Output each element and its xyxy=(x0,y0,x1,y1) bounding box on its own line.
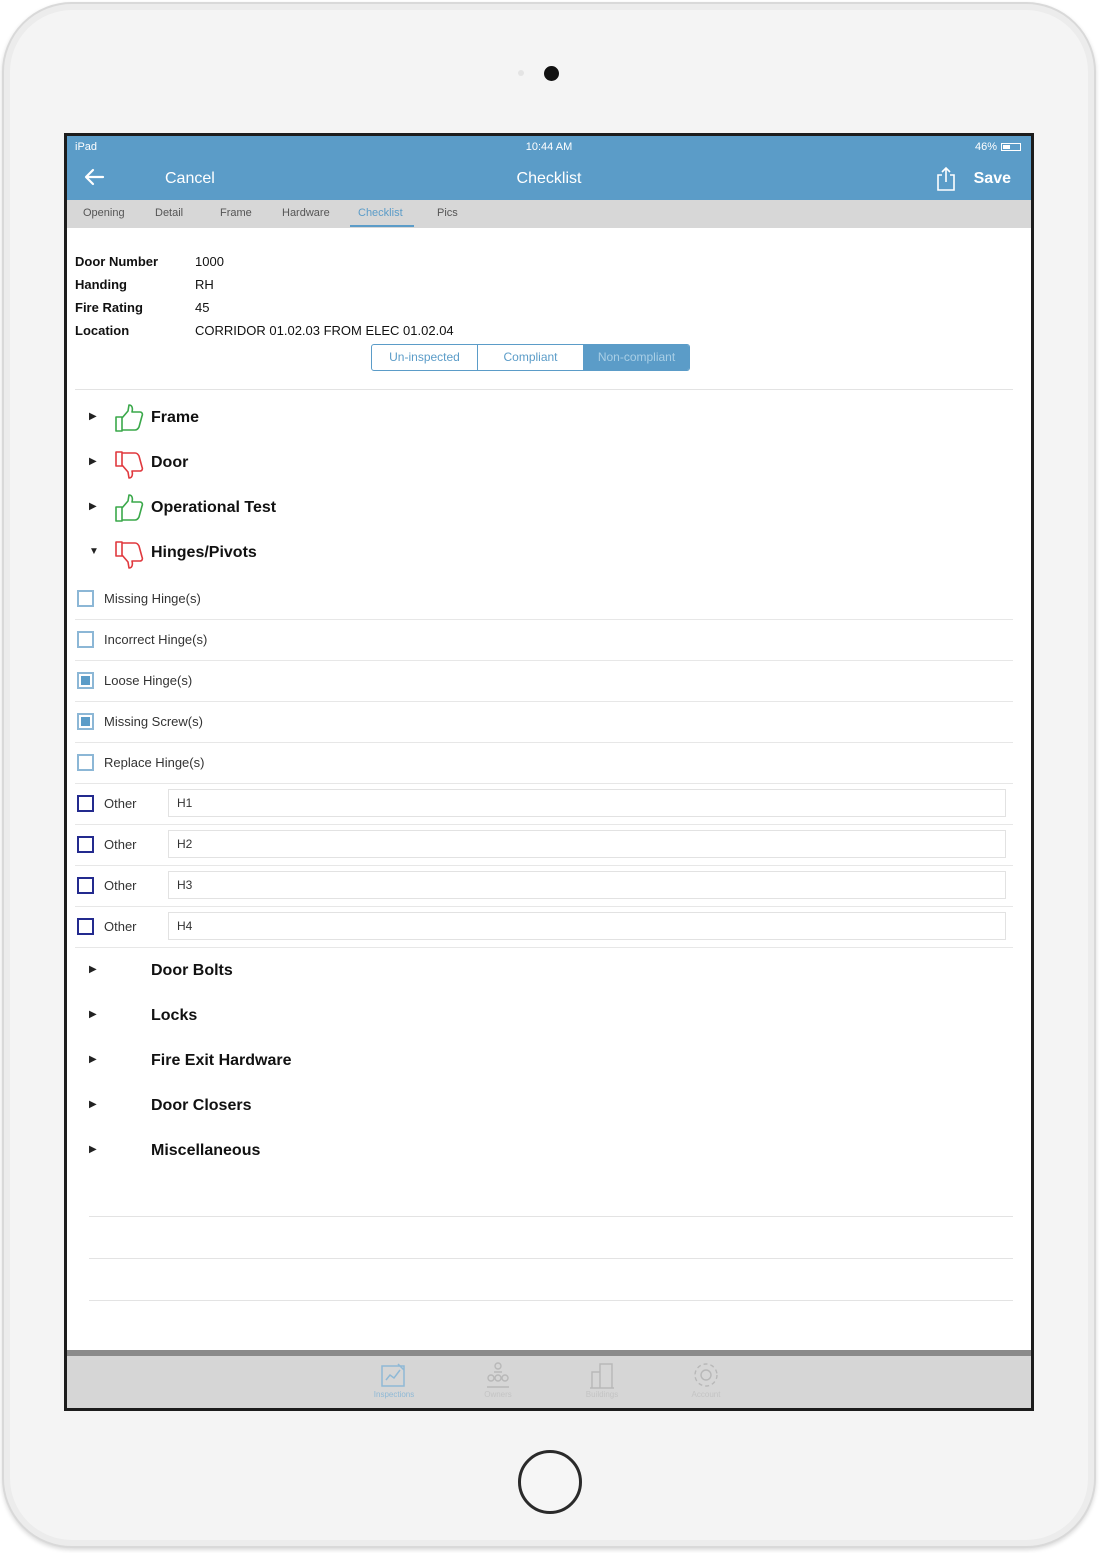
active-tab-indicator xyxy=(350,225,414,227)
caret-right-icon: ▶ xyxy=(89,1099,97,1110)
segment-non-compliant[interactable]: Non-compliant xyxy=(584,345,689,370)
section-label: Miscellaneous xyxy=(151,1142,261,1159)
caret-right-icon: ▶ xyxy=(89,456,97,467)
checkbox-label: Missing Screw(s) xyxy=(104,714,203,729)
checkbox-label: Loose Hinge(s) xyxy=(104,673,193,688)
checkbox-label: Other xyxy=(104,919,137,934)
inspections-icon xyxy=(378,1360,410,1390)
tab-frame[interactable]: Frame xyxy=(220,207,252,219)
caret-right-icon: ▶ xyxy=(89,1009,97,1020)
bottom-tab-owners[interactable] xyxy=(463,1360,533,1399)
navigation-bar xyxy=(67,158,1031,200)
section-label: Hinges/Pivots xyxy=(151,544,257,561)
caret-right-icon: ▶ xyxy=(89,1144,97,1155)
info-label: Handing xyxy=(75,277,127,292)
bottom-tab-bar xyxy=(67,1350,1031,1408)
section-label: Fire Exit Hardware xyxy=(151,1052,292,1069)
info-label: Fire Rating xyxy=(75,300,143,315)
bottom-tab-label: Inspections xyxy=(373,1390,415,1399)
thumbs-down-icon xyxy=(113,539,145,574)
battery-status xyxy=(975,141,1021,153)
checklist-item-loose-hinges[interactable] xyxy=(75,661,1013,702)
checklist-item-replace-hinges[interactable] xyxy=(75,743,1013,784)
battery-icon xyxy=(1001,143,1021,151)
section-label: Frame xyxy=(151,409,200,426)
checklist-item-missing-screws[interactable] xyxy=(75,702,1013,743)
app-screen xyxy=(64,133,1034,1411)
buildings-icon xyxy=(586,1360,618,1390)
segment-un-inspected[interactable]: Un-inspected xyxy=(372,345,478,370)
checklist-item-other[interactable] xyxy=(75,866,1013,907)
tab-hardware[interactable]: Hardware xyxy=(282,207,330,219)
checklist-item-other[interactable] xyxy=(75,784,1013,825)
gear-icon xyxy=(690,1360,722,1390)
info-label: Location xyxy=(75,323,130,338)
info-value: CORRIDOR 01.02.03 FROM ELEC 01.02.04 xyxy=(195,323,454,338)
checkbox-label: Other xyxy=(104,796,137,811)
caret-down-icon: ▼ xyxy=(89,546,99,557)
tab-bar xyxy=(67,200,1031,228)
save-button[interactable]: Save xyxy=(973,170,1011,187)
checklist-item-other[interactable] xyxy=(75,907,1013,948)
checkbox-label: Missing Hinge(s) xyxy=(104,591,201,606)
sensor-dot xyxy=(518,70,524,76)
info-value: 1000 xyxy=(195,254,224,269)
caret-right-icon: ▶ xyxy=(89,501,97,512)
owners-icon xyxy=(482,1360,514,1390)
share-icon[interactable] xyxy=(935,166,957,197)
info-value: 45 xyxy=(195,300,210,315)
cancel-button[interactable]: Cancel xyxy=(165,170,215,187)
home-button[interactable] xyxy=(518,1450,582,1514)
tab-pics[interactable]: Pics xyxy=(437,207,458,219)
checkbox-checked[interactable] xyxy=(77,713,94,730)
bottom-tab-label: Buildings xyxy=(585,1390,619,1399)
bottom-tab-label: Account xyxy=(691,1390,721,1399)
other-text-field[interactable]: H2 xyxy=(168,830,1006,858)
bottom-tab-label: Owners xyxy=(484,1390,512,1399)
checkbox[interactable] xyxy=(77,877,94,894)
section-label: Door Bolts xyxy=(151,962,233,979)
info-label: Door Number xyxy=(75,254,159,269)
section-label: Door Closers xyxy=(151,1097,252,1114)
front-camera xyxy=(544,66,559,81)
checkbox-label: Other xyxy=(104,837,137,852)
checkbox-checked[interactable] xyxy=(77,672,94,689)
checkbox-label: Replace Hinge(s) xyxy=(104,755,205,770)
checkbox[interactable] xyxy=(77,590,94,607)
thumbs-up-icon xyxy=(113,404,145,439)
other-text-field[interactable]: H1 xyxy=(168,789,1006,817)
checkbox[interactable] xyxy=(77,836,94,853)
bottom-tab-buildings[interactable] xyxy=(567,1360,637,1399)
bottom-tab-inspections[interactable] xyxy=(359,1360,429,1399)
tab-checklist[interactable]: Checklist xyxy=(358,207,403,219)
caret-right-icon: ▶ xyxy=(89,964,97,975)
checklist-item-missing-hinges[interactable] xyxy=(75,579,1013,620)
checklist-item-incorrect-hinges[interactable] xyxy=(75,620,1013,661)
checkbox[interactable] xyxy=(77,754,94,771)
checkbox[interactable] xyxy=(77,631,94,648)
empty-row-divider xyxy=(89,1300,1013,1301)
checkbox[interactable] xyxy=(77,918,94,935)
segment-compliant[interactable]: Compliant xyxy=(478,345,584,370)
empty-row-divider xyxy=(89,1216,1013,1217)
thumbs-down-icon xyxy=(113,449,145,484)
checkbox[interactable] xyxy=(77,795,94,812)
checklist-item-other[interactable] xyxy=(75,825,1013,866)
other-text-field[interactable]: H3 xyxy=(168,871,1006,899)
info-value: RH xyxy=(195,277,214,292)
checkbox-label: Incorrect Hinge(s) xyxy=(104,632,208,647)
tab-detail[interactable]: Detail xyxy=(155,207,184,219)
caret-right-icon: ▶ xyxy=(89,1054,97,1065)
empty-row-divider xyxy=(89,1258,1013,1259)
section-label: Operational Test xyxy=(151,499,277,516)
battery-percent: 46% xyxy=(974,141,997,153)
tab-opening[interactable]: Opening xyxy=(83,207,125,219)
device-label: iPad xyxy=(75,141,98,153)
bottom-tab-account[interactable] xyxy=(671,1360,741,1399)
status-segmented-control xyxy=(371,344,690,371)
divider xyxy=(75,389,1013,390)
section-label: Locks xyxy=(151,1007,198,1024)
section-label: Door xyxy=(151,454,189,471)
page-title: Checklist xyxy=(516,170,582,187)
clock: 10:44 AM xyxy=(525,141,573,153)
status-bar xyxy=(67,136,1031,158)
other-text-field[interactable]: H4 xyxy=(168,912,1006,940)
thumbs-up-icon xyxy=(113,494,145,529)
caret-right-icon: ▶ xyxy=(89,411,97,422)
checkbox-label: Other xyxy=(104,878,137,893)
